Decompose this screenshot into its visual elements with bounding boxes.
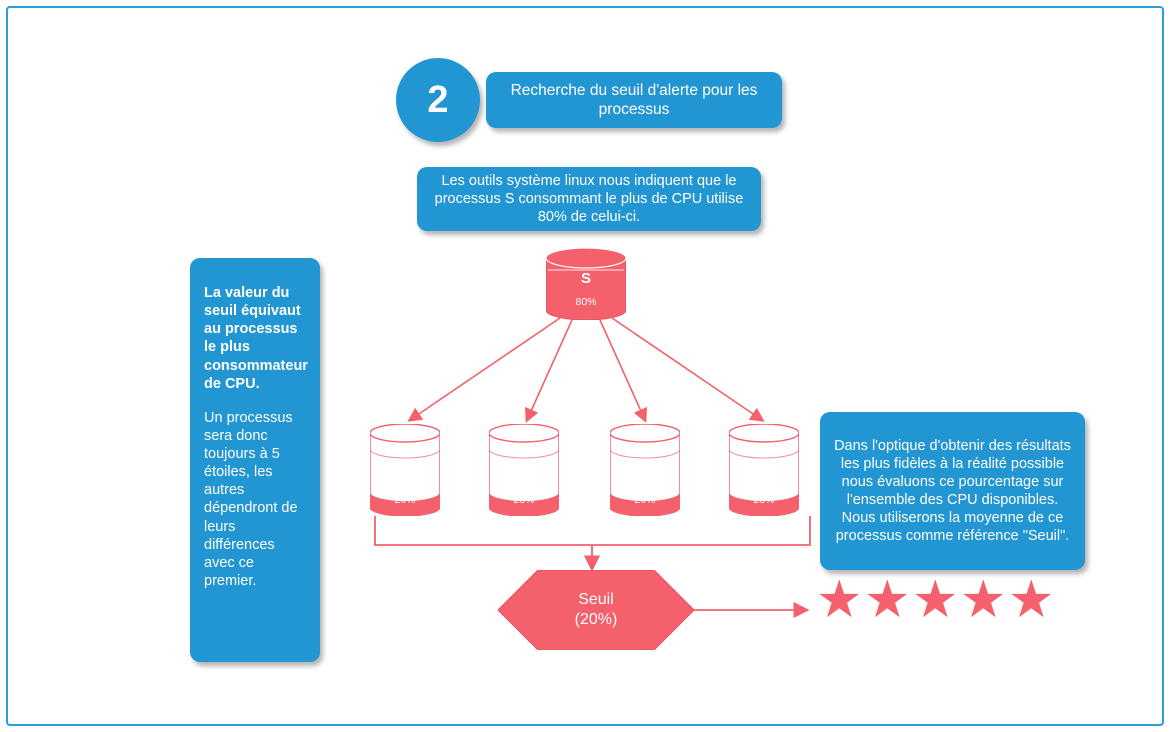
right-note-callout: Dans l'optique d'obtenir des résultats les plus fidèles à la réalité possible nous évaluons ce pourcentage sur l'ensemble des CPU disponibles. Nous utiliserons la moyenne de ce processus comme référence "Seuil". [820,412,1085,570]
star-icon: ★ [912,571,959,629]
cylinder-cpu-2-percent: 20% [513,494,535,506]
cylinder-cpu-3 [610,424,680,516]
cylinder-main-percent: 80% [575,296,597,308]
result-hexagon [498,570,694,650]
star-icon: ★ [960,571,1007,629]
star-icon: ★ [1008,571,1055,629]
cylinder-main-label: S [580,270,591,287]
result-line-1: Seuil [578,591,614,608]
step-number-badge: 2 [396,58,480,142]
left-note-bold-text: La valeur du seuil équivaut au processus le plus consommateur de CPU. [204,285,308,392]
star-icon: ★ [816,571,863,629]
cylinder-cpu-3-percent: 20% [634,494,656,506]
cylinder-cpu-1-percent: 20% [394,494,416,506]
left-note-body-text: Un processus sera donc toujours à 5 étoiles, les autres dépendront de leurs différences avec ce premier. [204,409,298,589]
tools-note-callout: Les outils système linux nous indiquent que le processus S consommant le plus de CPU utilise 80% de celui-ci. [417,167,761,231]
cylinder-cpu-4-percent: 20% [753,494,775,506]
cylinder-cpu-2 [489,424,559,516]
cylinder-cpu-1 [370,424,440,516]
cylinder-cpu-4 [729,424,799,516]
cylinder-main-process [546,248,626,320]
result-hexagon-label [498,570,694,650]
left-note-callout [190,258,320,662]
star-icon: ★ [864,571,911,629]
star-rating [816,571,1055,629]
result-line-2: (20%) [574,611,618,628]
title-callout: Recherche du seuil d'alerte pour les processus [486,72,782,128]
